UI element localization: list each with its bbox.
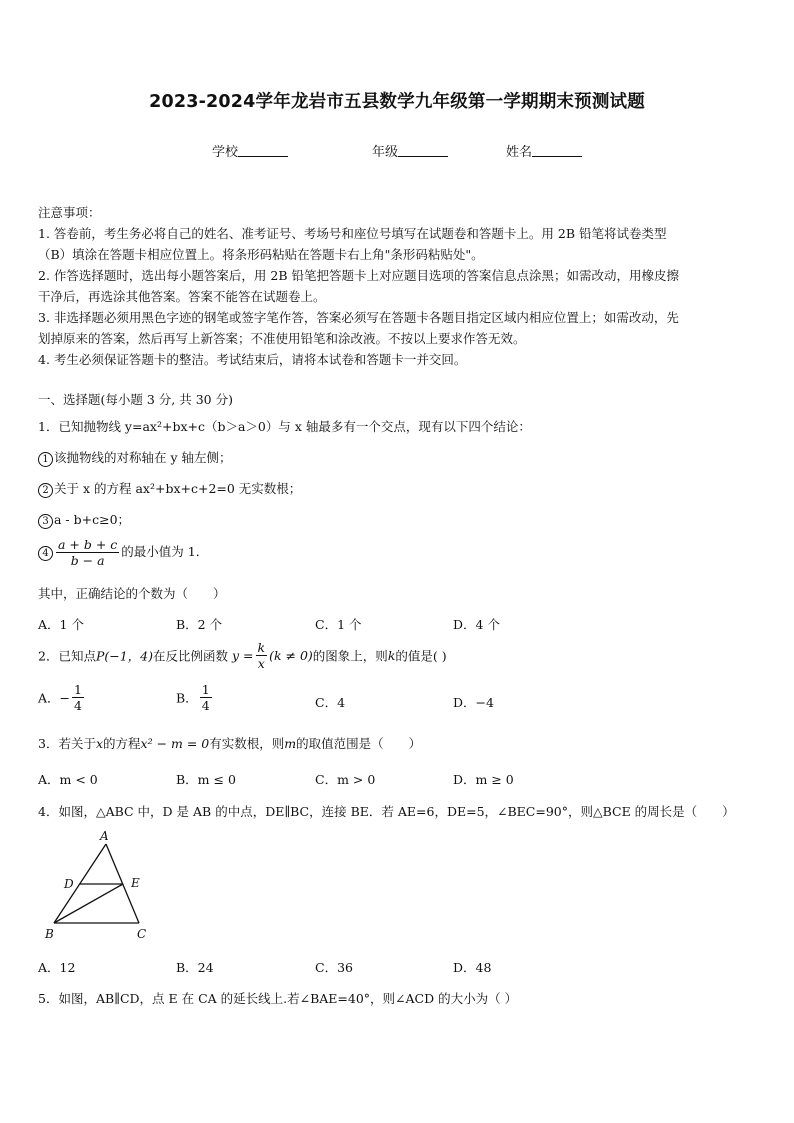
q2-func-lhs: y =: [232, 648, 254, 663]
grade-label: 年级: [372, 145, 399, 160]
q2-option-d: D．−4: [453, 695, 494, 710]
fraction-numerator: 1: [74, 682, 82, 697]
q2-option-a-fraction: [72, 682, 84, 713]
fraction-numerator: 1: [201, 682, 210, 697]
q2-text-tail: 的值是( ): [395, 648, 447, 664]
q3-text-mid: 的方程: [103, 736, 141, 751]
label-b: B: [45, 927, 54, 941]
q2-text-mid: 在反比例函数: [153, 648, 229, 664]
q1-option-c: C．1 个: [315, 617, 362, 632]
q3-text-tail: 的取值范围是（ ）: [296, 736, 422, 751]
q4-option-d: D．48: [453, 960, 492, 975]
q2-func-condition: (k ≠ 0): [269, 648, 313, 663]
notice-line: 干净后，再选涂其他答案。答案不能答在试题卷上。: [38, 289, 326, 304]
notice-line: 1. 答卷前，考生务必将自己的姓名、准考证号、考场号和座位号填写在试题卷和答题卡上。用 2B 铅笔将试卷类型: [38, 226, 667, 241]
label-e: E: [131, 876, 140, 890]
q3-text-post: 有实数根，则: [209, 736, 285, 751]
q1-fraction: [56, 537, 119, 568]
q4-option-c: C．36: [315, 960, 353, 975]
school-field: [212, 141, 288, 160]
q1-conclusion-1-text: 该抛物线的对称轴在 y 轴左侧；: [54, 450, 232, 465]
fraction-denominator: 4: [201, 698, 210, 713]
question-4-stem: 4．如图，△ABC 中，D 是 AB 的中点，DE∥BC，连接 BE．若 AE=6，DE=5，∠BEC=90°，则△BCE 的周长是（ ）: [38, 804, 735, 819]
q1-option-d: D．4 个: [453, 617, 500, 632]
notice-line: 3. 非选择题必须用黑色字迹的钢笔或签字笔作答，答案必须写在答题卡各题目指定区域内相应位置上；如需改动，先: [38, 310, 679, 325]
q2-option-c: C．4: [315, 695, 346, 710]
q1-conclusion-4: [38, 537, 208, 568]
q2-point: P(−1，4): [95, 648, 153, 664]
circled-number-icon: 4: [38, 546, 53, 561]
notice-line: 4. 考生必须保证答题卡的整洁。考试结束后，请将本试卷和答题卡一并交回。: [38, 352, 467, 367]
question-1-ask: 其中，正确结论的个数为（ ）: [38, 586, 226, 601]
q3-equation: x² − m = 0: [140, 736, 210, 751]
option-label: B．: [176, 690, 198, 706]
label-a: A: [100, 829, 109, 843]
q3-text-pre: 3．若关于: [38, 736, 96, 751]
school-blank: [238, 144, 288, 157]
label-c: C: [137, 927, 147, 941]
fraction-numerator: a + b + c: [58, 537, 118, 552]
question-1-stem: 1．已知抛物线 y=ax²+bx+c（b＞a＞0）与 x 轴最多有一个交点，现有以下四个结论：: [38, 419, 531, 434]
circled-number-icon: 3: [38, 514, 53, 529]
question-5-stem: 5．如图，AB∥CD，点 E 在 CA 的延长线上.若∠BAE=40°，则∠ACD 的大小为（ ）: [38, 991, 518, 1006]
q4-option-a: A．12: [38, 960, 76, 975]
fraction-numerator: k: [257, 640, 266, 655]
circled-number-icon: 1: [38, 452, 53, 467]
q2-var-k: k: [387, 648, 396, 663]
q2-option-b: [176, 682, 214, 713]
q4-option-b: B．24: [176, 960, 214, 975]
question-2-stem: [38, 640, 447, 671]
name-field: [506, 141, 582, 160]
page-title: 2023-2024学年龙岩市五县数学九年级第一学期期末预测试题: [149, 92, 645, 112]
q1-conclusion-2: [38, 479, 301, 498]
option-label: A．−: [38, 690, 71, 706]
section-heading: 一、选择题(每小题 3 分, 共 30 分): [38, 392, 233, 407]
question-3-stem: [38, 734, 421, 752]
notice-heading: 注意事项：: [38, 205, 101, 220]
grade-blank: [398, 144, 448, 157]
triangle-figure: [40, 826, 160, 944]
q2-option-a: [38, 682, 86, 713]
name-blank: [532, 144, 582, 157]
label-d: D: [64, 877, 74, 891]
fraction-denominator: 4: [74, 698, 82, 713]
q2-option-b-fraction: [200, 682, 212, 713]
fraction-denominator: b − a: [70, 553, 105, 568]
notice-line: 2. 作答选择题时，选出每小题答案后，用 2B 铅笔把答题卡上对应题目选项的答案信息点涂黑；如需改动，用橡皮擦: [38, 268, 679, 283]
q2-func-fraction: [256, 640, 268, 671]
q3-option-d: D．m ≥ 0: [453, 772, 514, 787]
q1-conclusion-4-text: 的最小值为 1．: [121, 544, 209, 559]
school-label: 学校: [212, 145, 239, 160]
q1-conclusion-3: [38, 510, 130, 529]
q1-conclusion-2-text: 关于 x 的方程 ax²+bx+c+2=0 无实数根；: [54, 481, 302, 496]
q1-option-a: A．1 个: [38, 617, 84, 632]
circled-number-icon: 2: [38, 483, 53, 498]
notice-line: 划掉原来的答案，然后再写上新答案；不准使用铅笔和涂改液。不按以上要求作答无效。: [38, 331, 526, 346]
q1-conclusion-1: [38, 448, 232, 467]
q3-option-c: C．m > 0: [315, 772, 376, 787]
q1-option-b: B．2 个: [176, 617, 223, 632]
q3-option-a: A．m < 0: [38, 772, 98, 787]
q3-var-m: m: [284, 736, 297, 751]
name-label: 姓名: [506, 145, 533, 160]
q3-var-x: x: [95, 736, 104, 751]
grade-field: [372, 141, 448, 160]
fraction-denominator: x: [257, 656, 265, 671]
q2-text-post: 的图象上，则: [312, 648, 388, 664]
q2-text-pre: 2．已知点: [38, 648, 96, 664]
notice-line: （B）填涂在答题卡相应位置上。将条形码粘贴在答题卡右上角"条形码粘贴处"。: [38, 247, 484, 262]
q1-conclusion-3-text: a - b+c≥0；: [54, 512, 131, 527]
q3-option-b: B．m ≤ 0: [176, 772, 236, 787]
